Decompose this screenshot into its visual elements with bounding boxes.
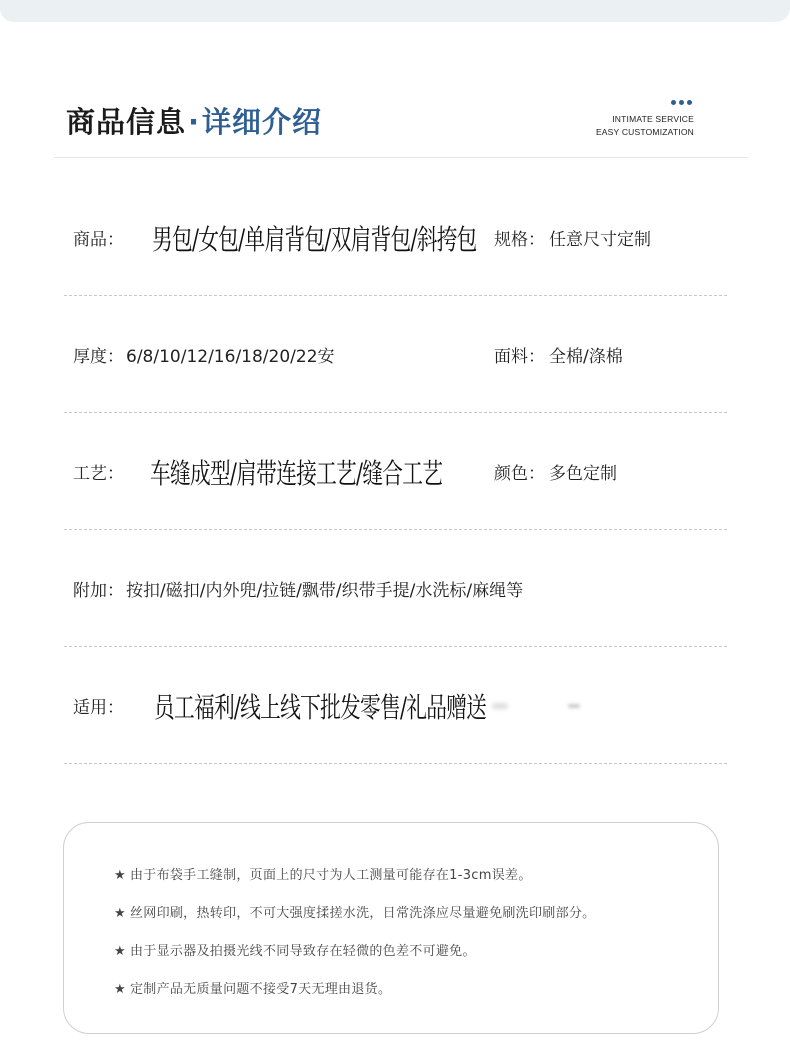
smudge-mark — [568, 704, 580, 708]
brand-line-2: EASY CUSTOMIZATION — [595, 127, 694, 137]
section-header — [0, 0, 790, 160]
row-label: 厚度： — [73, 347, 124, 367]
row-right-label: 面料： — [494, 347, 545, 367]
note-text: 由于布袋手工缝制，页面上的尺寸为人工测量可能存在1-3cm误差。 — [129, 868, 532, 883]
info-row-craft — [64, 413, 727, 530]
info-row-thickness — [64, 296, 727, 413]
brand-tagline — [574, 100, 694, 139]
row-label: 附加： — [73, 581, 124, 601]
row-value-handwritten: 车缝成型/肩带连接工艺/缝合工艺 — [150, 456, 443, 490]
info-row-product — [64, 179, 727, 296]
notes-box — [63, 822, 719, 1034]
row-right-label: 颜色： — [494, 464, 545, 484]
note-item — [114, 978, 391, 997]
info-row-usage — [64, 647, 727, 764]
row-value: 按扣/磁扣/内外兜/拉链/飘带/织带手提/水洗标/麻绳等 — [126, 581, 524, 601]
star-icon: ★ — [114, 868, 126, 883]
brand-line-1: INTIMATE SERVICE — [612, 114, 694, 124]
row-value-handwritten: 员工福利/线上线下批发零售/礼品赠送 — [154, 690, 487, 724]
row-label: 商品： — [73, 230, 124, 250]
note-item — [114, 940, 476, 959]
row-value-handwritten: 男包/女包/单肩背包/双肩背包/斜挎包 — [152, 222, 477, 256]
row-right-label: 规格： — [494, 230, 545, 250]
note-text: 定制产品无质量问题不接受7天无理由退货。 — [129, 982, 392, 997]
row-right-value: 任意尺寸定制 — [549, 230, 651, 250]
header-divider — [54, 157, 748, 158]
star-icon: ★ — [114, 982, 126, 997]
title-dot: · — [188, 105, 201, 139]
star-icon: ★ — [114, 906, 126, 921]
info-row-extras — [64, 530, 727, 647]
star-icon: ★ — [114, 944, 126, 959]
row-label: 适用： — [73, 698, 124, 718]
note-item — [114, 902, 595, 921]
row-right-value: 全棉/涤棉 — [549, 347, 623, 367]
row-value: 6/8/10/12/16/18/20/22安 — [126, 347, 335, 367]
title-main: 商品信息 — [66, 105, 187, 139]
smudge-mark — [492, 703, 508, 709]
note-text: 丝网印刷，热转印，不可大强度揉搓水洗，日常洗涤应尽量避免刷洗印刷部分。 — [129, 906, 596, 921]
section-title — [66, 100, 322, 141]
note-item — [114, 864, 532, 883]
dots-icon — [574, 100, 694, 105]
title-sub: 详细介绍 — [202, 105, 323, 139]
row-right-value: 多色定制 — [549, 464, 617, 484]
note-text: 由于显示器及拍摄光线不同导致存在轻微的色差不可避免。 — [129, 944, 476, 959]
row-label: 工艺： — [73, 464, 124, 484]
